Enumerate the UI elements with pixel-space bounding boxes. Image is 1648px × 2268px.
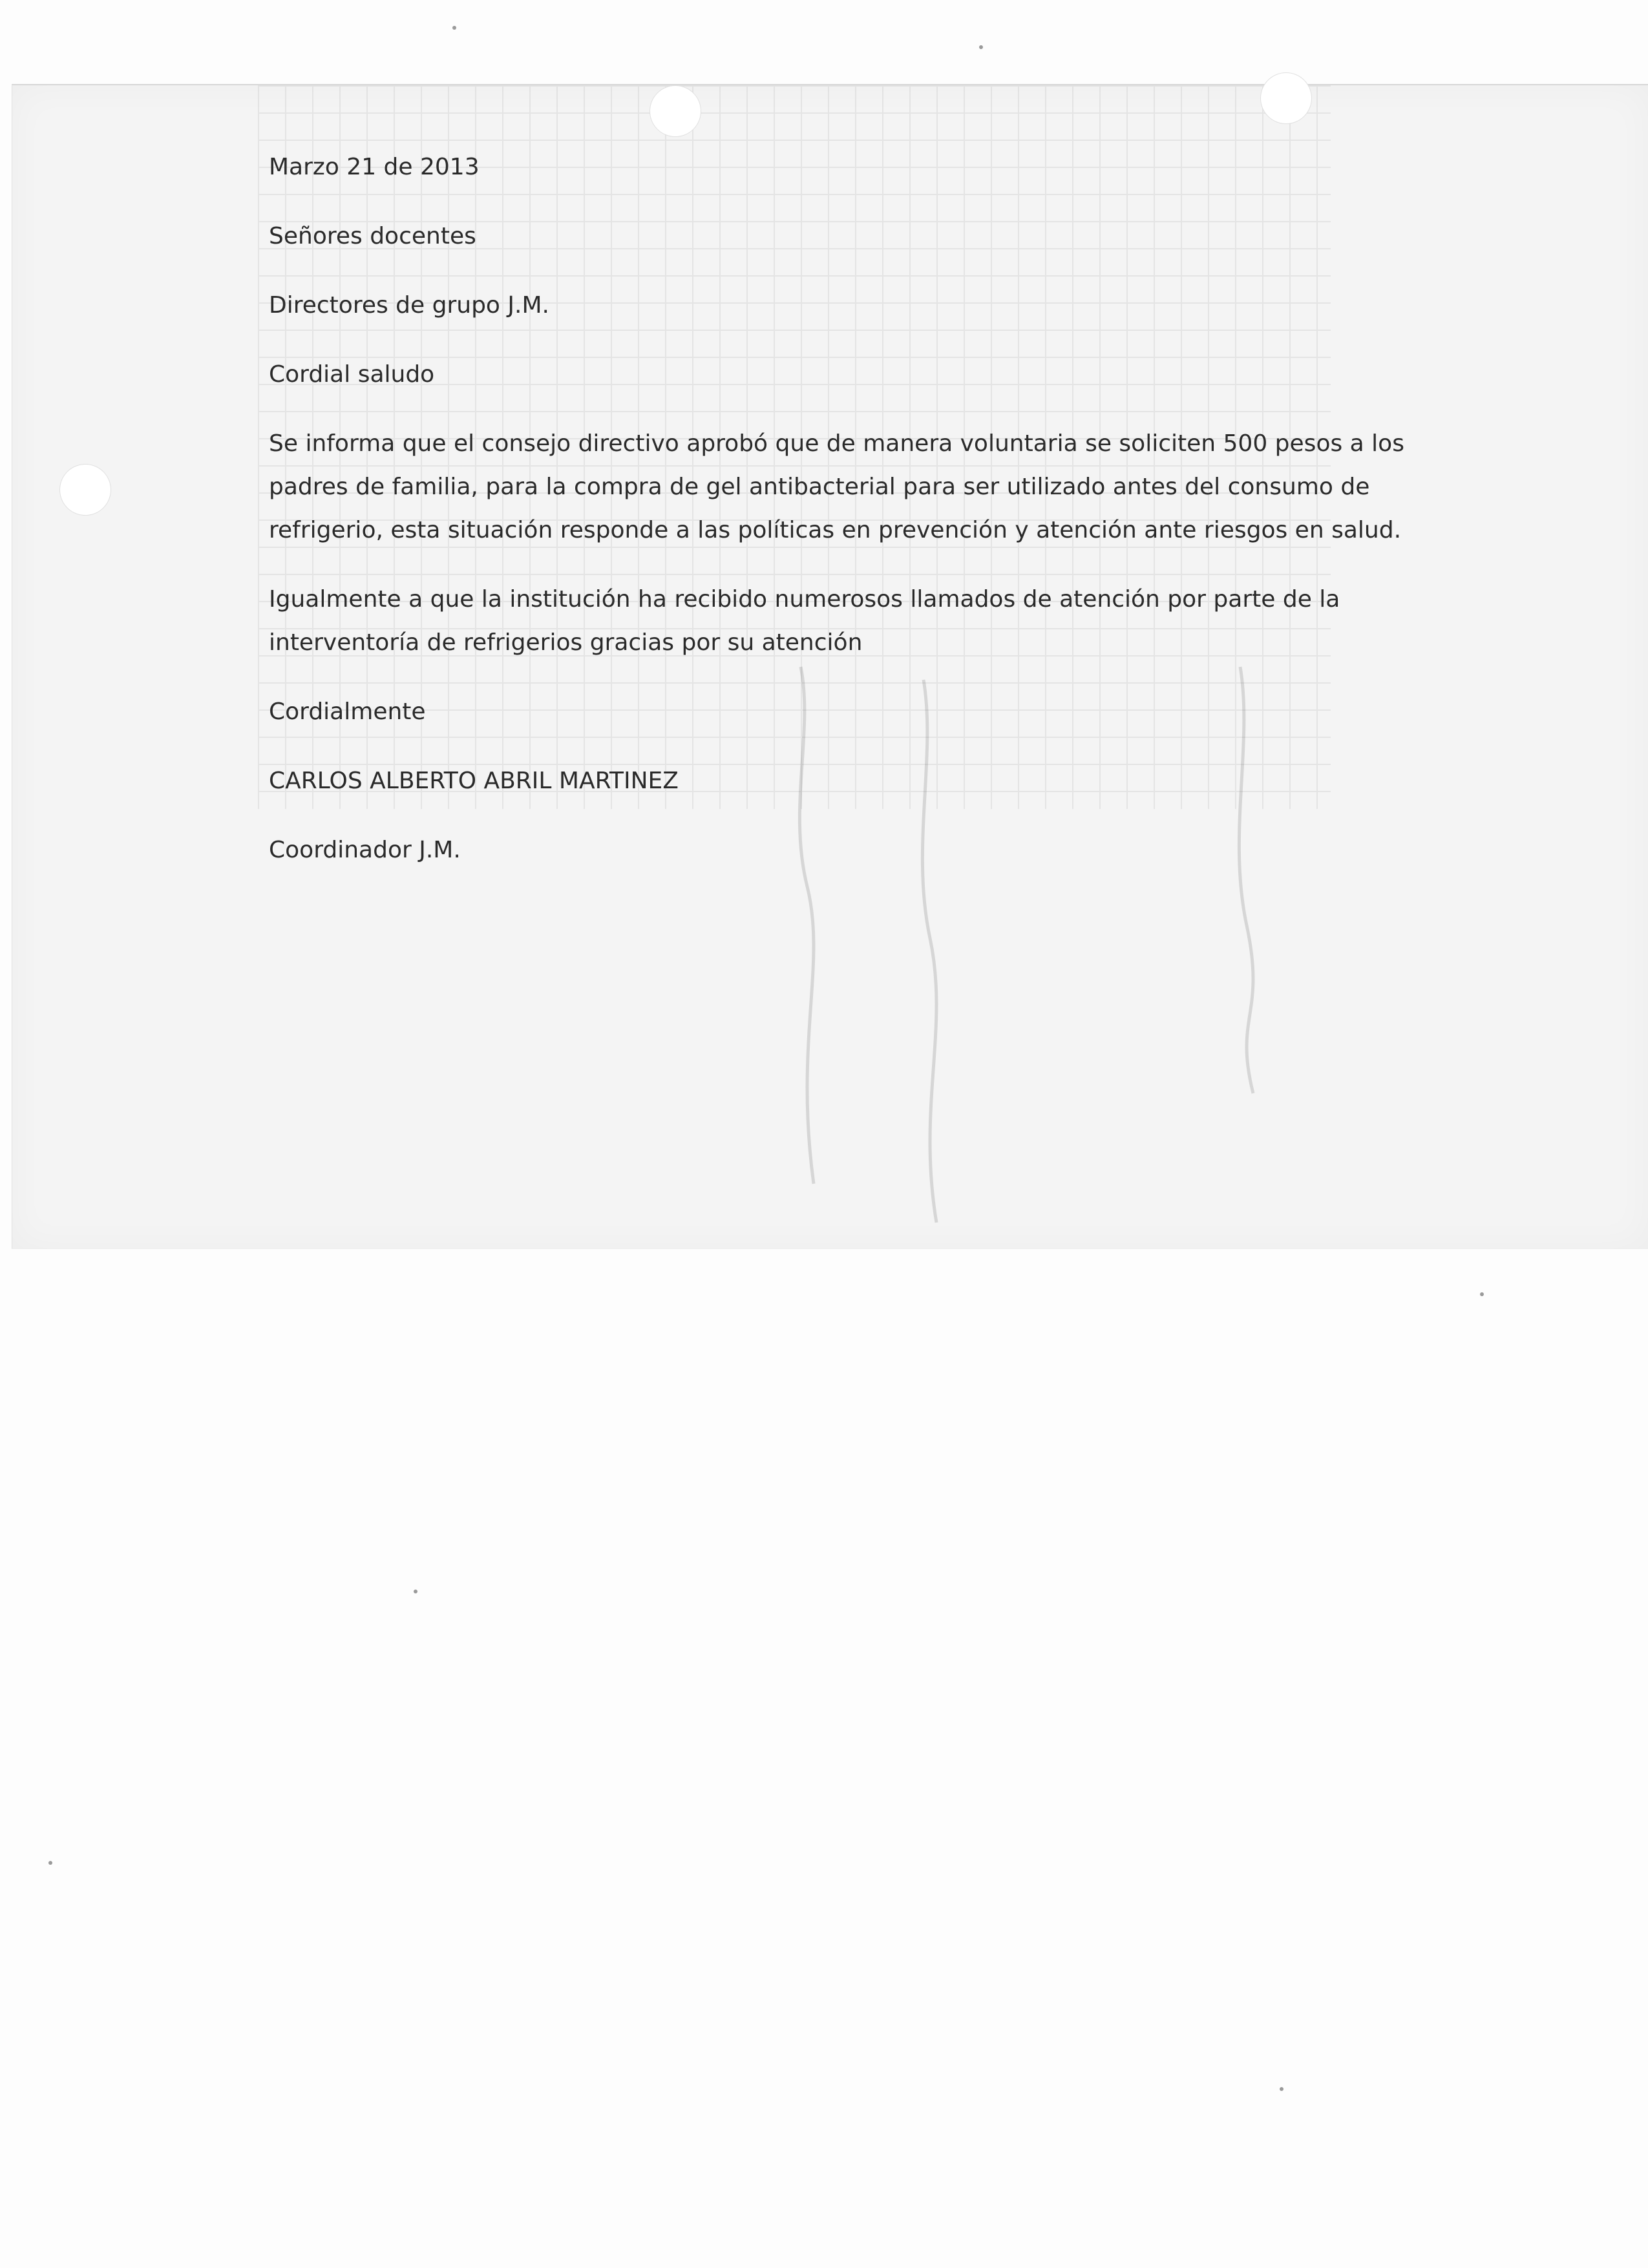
scan-speck bbox=[1480, 1292, 1484, 1296]
scan-speck bbox=[1280, 2087, 1284, 2091]
scan-speck bbox=[452, 26, 456, 30]
greeting: Cordial saludo bbox=[269, 361, 435, 388]
punch-hole bbox=[650, 85, 701, 137]
scan-speck bbox=[979, 45, 983, 49]
punch-hole bbox=[59, 464, 111, 516]
scan-speck bbox=[414, 1590, 417, 1593]
recipient-line: Directores de grupo J.M. bbox=[269, 292, 549, 319]
paragraph: Se informa que el consejo directivo aprobó que de manera voluntaria se soliciten 500 pesos a los padres de familia, para la compra de gel antibacterial para ser utilizado antes del consumo de refrigerio, esta situación responde a las políticas en prevención y atención ante riesgos en salud. bbox=[269, 430, 1404, 543]
paragraph: Igualmente a que la institución ha recibido numerosos llamados de atención por parte de la interventoría de refrigerios gracias por su atención bbox=[269, 586, 1340, 656]
punch-hole bbox=[1260, 72, 1312, 124]
recipient-line: Señores docentes bbox=[269, 223, 476, 249]
signer-name: CARLOS ALBERTO ABRIL MARTINEZ bbox=[269, 768, 679, 794]
scan-speck bbox=[48, 1861, 52, 1865]
signer-title: Coordinador J.M. bbox=[269, 837, 461, 863]
closing: Cordialmente bbox=[269, 698, 426, 725]
letter-body bbox=[269, 145, 1419, 898]
letter-date: Marzo 21 de 2013 bbox=[269, 154, 480, 180]
